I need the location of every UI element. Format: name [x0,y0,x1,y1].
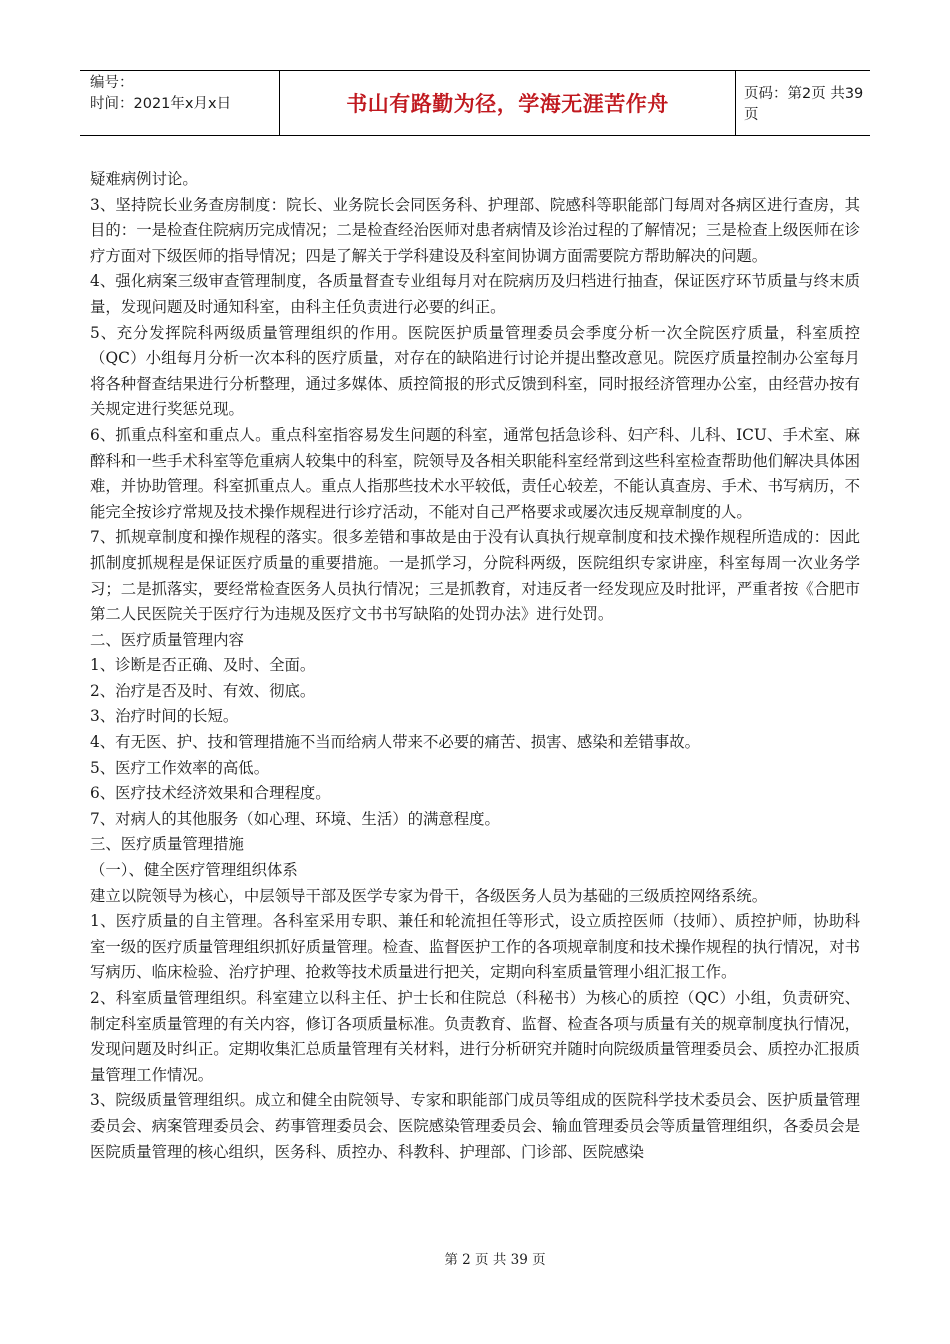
paragraph: 疑难病例讨论。 [90,170,198,188]
page-footer: 第 2 页 共 39 页 [444,1252,546,1268]
header-meta [80,71,280,135]
paragraph: 6、抓重点科室和重点人。重点科室指容易发生问题的科室，通常包括急诊科、妇产科、儿科、ICU、手术室、麻醉科和一些手术科室等危重病人较集中的科室，院领导及各相关职能科室经常到这些科室检查帮助他们解决具体困难，并协助管理。科室抓重点人。重点人指那些技术水平较低，责任心较差，不能认真查房、手术、书写病历，不能完全按诊疗常规及技术操作规程进行诊疗活动，不能对自己严格要求或屡次违反规章制度的人。 [90,425,860,521]
paragraph: 6、医疗技术经济效果和合理程度。 [90,784,331,803]
paragraph: 4、有无医、护、技和管理措施不当而给病人带来不必要的痛苦、损害、感染和差错事故。 [90,733,701,752]
section-heading: 三、医疗质量管理措施 [90,835,244,854]
header-motto: 书山有路勤为径，学海无涯苦作舟 [280,71,736,135]
document-body [90,167,860,1165]
paragraph: 3、坚持院长业务查房制度：院长、业务院长会同医务科、护理部、院感科等职能部门每周对各病区进行查房，其目的：一是检查住院病历完成情况；二是检查经治医师对患者病情及诊治过程的了解情况；三是检查上级医师在诊疗方面对下级医师的指导情况；四是了解关于学科建设及科室间协调方面需要院方帮助解决的问题。 [90,195,860,265]
header-page-number: 页码：第2页 共39页 [744,86,864,123]
subsection-heading: （一）、健全医疗管理组织体系 [90,861,298,880]
document-number-label: 编号： [90,75,134,91]
paragraph: 1、医疗质量的自主管理。各科室采用专职、兼任和轮流担任等形式，设立质控医师（技师）、质控护师，协助科室一级的医疗质量管理组织抓好质量管理。检查、监督医护工作的各项规章制度和技术操作规程的执行情况，对书写病历、临床检验、治疗护理、抢救等技术质量进行把关，定期向科室质量管理小组汇报工作。 [90,912,860,982]
paragraph: 7、抓规章制度和操作规程的落实。很多差错和事故是由于没有认真执行规章制度和技术操作规程所造成的：因此抓制度抓规程是保证医疗质量的重要措施。一是抓学习，分院科两级，医院组织专家讲座，科室每周一次业务学习；二是抓落实，要经常检查医务人员执行情况；三是抓教育，对违反者一经发现应及时批评，严重者按《合肥市第二人民医院关于医疗行为违规及医疗文书书写缺陷的处罚办法》进行处罚。 [90,528,860,624]
paragraph: 5、医疗工作效率的高低。 [90,758,270,777]
section-heading: 二、医疗质量管理内容 [90,630,244,649]
paragraph: 3、院级质量管理组织。成立和健全由院领导、专家和职能部门成员等组成的医院科学技术委员会、医护质量管理委员会、病案管理委员会、药事管理委员会、医院感染管理委员会、输血管理委员会等质量管理组织，各委员会是医院质量管理的核心组织，医务科、质控办、科教科、护理部、门诊部、医院感染 [90,1091,860,1161]
document-date: 时间：2021年x月x日 [90,96,232,112]
paragraph: 1、诊断是否正确、及时、全面。 [90,656,316,675]
paragraph: 5、充分发挥院科两级质量管理组织的作用。医院医护质量管理委员会季度分析一次全院医疗质量，科室质控（QC）小组每月分析一次本科的医疗质量，对存在的缺陷进行讨论并提出整改意见。院医疗质量控制办公室每月将各种督查结果进行分析整理，通过多媒体、质控简报的形式反馈到科室，同时报经济管理办公室，由经营办按有关规定进行奖惩兑现。 [90,323,860,419]
paragraph: 建立以院领导为核心，中层领导干部及医学专家为骨干，各级医务人员为基础的三级质控网络系统。 [90,886,768,905]
paragraph: 2、治疗是否及时、有效、彻底。 [90,681,316,700]
paragraph: 4、强化病案三级审查管理制度，各质量督查专业组每月对在院病历及归档进行抽查，保证医疗环节质量与终末质量，发现问题及时通知科室，由科主任负责进行必要的纠正。 [90,272,860,316]
paragraph: 3、治疗时间的长短。 [90,707,239,726]
paragraph: 2、科室质量管理组织。科室建立以科主任、护士长和住院总（科秘书）为核心的质控（QC）小组，负责研究、制定科室质量管理的有关内容，修订各项质量标准。负责教育、监督、检查各项与质量有关的规章制度执行情况，发现问题及时纠正。定期收集汇总质量管理有关材料，进行分析研究并随时向院级质量管理委员会、质控办汇报质量管理工作情况。 [90,989,860,1084]
paragraph: 7、对病人的其他服务（如心理、环境、生活）的满意程度。 [90,809,500,828]
page-header [80,70,870,136]
